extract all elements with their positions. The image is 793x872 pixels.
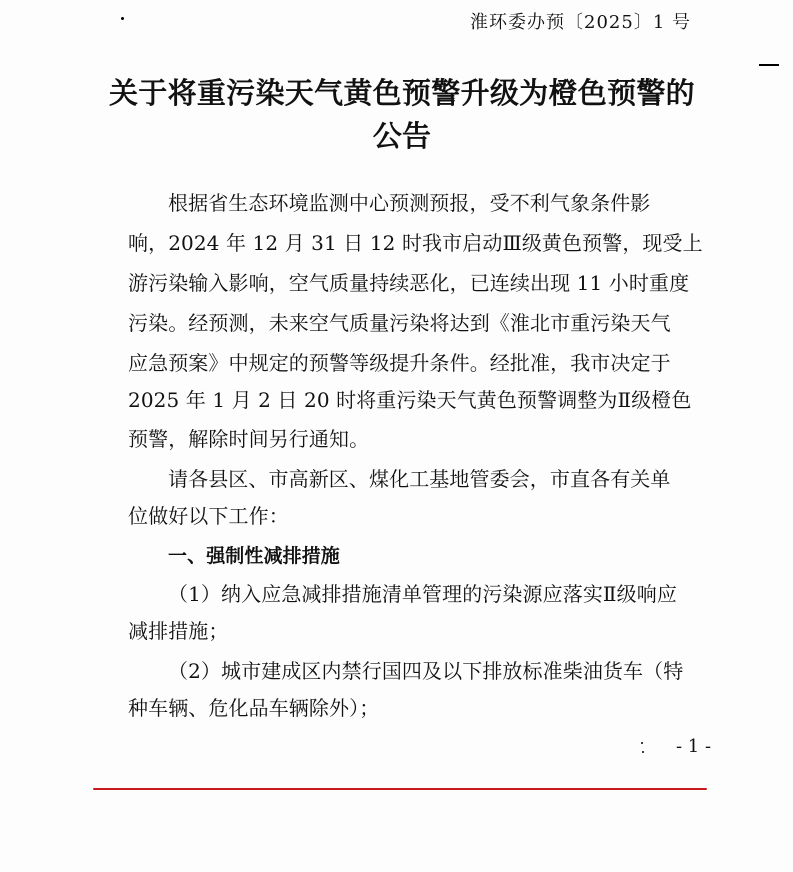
paragraph-line: 预警，解除时间另行通知。 bbox=[128, 427, 370, 451]
scan-speck bbox=[121, 17, 124, 20]
document-title bbox=[92, 72, 712, 158]
scan-speck bbox=[641, 742, 643, 744]
paragraph-line: 2025 年 1 月 2 日 20 时将重污染天气黄色预警调整为Ⅱ级橙色 bbox=[128, 388, 692, 412]
list-item-line: 种车辆、危化品车辆除外）； bbox=[128, 696, 380, 720]
paragraph-line: 应急预案》中规定的预警等级提升条件。经批准，我市决定于 bbox=[128, 351, 671, 375]
list-item-line: （2）城市建成区内禁行国四及以下排放标准柴油货车（特 bbox=[168, 659, 684, 683]
list-item-line: （1）纳入应急减排措施清单管理的污染源应落实Ⅱ级响应 bbox=[168, 582, 677, 606]
red-rule-line bbox=[93, 788, 707, 790]
paragraph-line: 游污染输入影响，空气质量持续恶化，已连续出现 11 小时重度 bbox=[128, 271, 690, 295]
list-item-line: 减排措施； bbox=[128, 619, 229, 643]
page-number: - 1 - bbox=[676, 736, 712, 757]
paragraph-line: 位做好以下工作： bbox=[128, 504, 289, 528]
paragraph-line: 响，2024 年 12 月 31 日 12 时我市启动Ⅲ级黄色预警，现受上 bbox=[128, 231, 703, 255]
title-line: 关于将重污染天气黄色预警升级为橙色预警的 bbox=[108, 76, 695, 110]
document-number: 淮环委办预〔2025〕1 号 bbox=[470, 12, 691, 33]
scan-speck bbox=[642, 751, 644, 753]
paragraph-line: 根据省生态环境监测中心预测预报，受不利气象条件影 bbox=[168, 191, 651, 215]
section-heading: 一、强制性减排措施 bbox=[168, 545, 340, 567]
paragraph-line: 污染。经预测，未来空气质量污染将达到《淮北市重污染天气 bbox=[128, 311, 671, 335]
title-line: 公告 bbox=[372, 119, 432, 153]
paragraph-line: 请各县区、市高新区、煤化工基地管委会，市直各有关单 bbox=[168, 467, 671, 491]
scan-mark bbox=[759, 64, 779, 66]
